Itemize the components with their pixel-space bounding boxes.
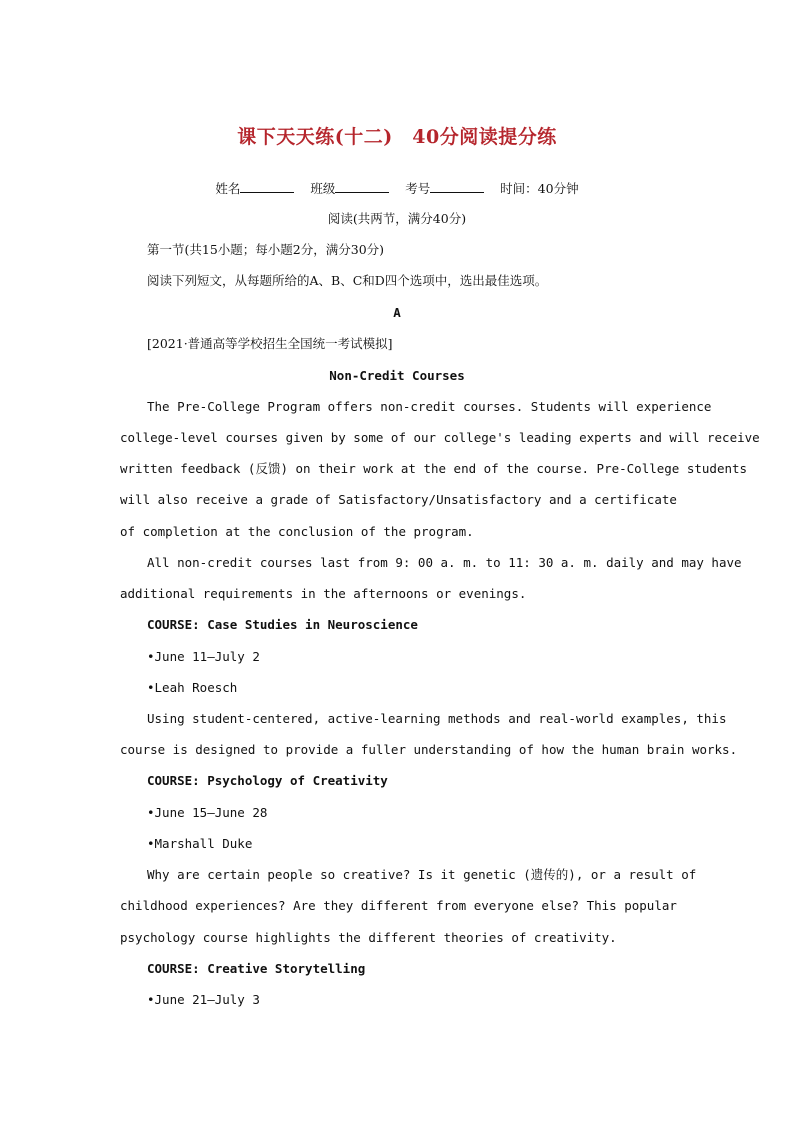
course-teacher: •Marshall Duke (147, 836, 253, 851)
exam-no-blank (430, 180, 484, 193)
paragraph-line: The Pre-College Program offers non-credit courses. Students will experience (147, 399, 712, 414)
course-dates: •June 21—July 3 (147, 992, 260, 1007)
course-dates: •June 15—June 28 (147, 805, 268, 820)
paragraph-line: will also receive a grade of Satisfactory/Unsatisfactory and a certificate (120, 492, 677, 507)
course-heading: COURSE: Case Studies in Neuroscience (147, 617, 418, 632)
name-blank (240, 180, 294, 193)
passage-source: [2021·普通高等学校招生全国统一考试模拟] (147, 336, 393, 351)
paragraph-line: additional requirements in the afternoons or evenings. (120, 586, 527, 601)
instruction-text: 阅读下列短文，从每题所给的A、B、C和D四个选项中，选出最佳选项。 (147, 273, 548, 288)
course-heading: COURSE: Psychology of Creativity (147, 773, 388, 788)
passage-letter: A (393, 305, 401, 320)
course-teacher: •Leah Roesch (147, 680, 238, 695)
paragraph-line: All non-credit courses last from 9: 00 a. m. to 11: 30 a. m. daily and may have (147, 555, 742, 570)
time-label: 时间：40分钟 (500, 181, 579, 196)
paragraph-line: psychology course highlights the different theories of creativity. (120, 930, 617, 945)
paragraph-line: written feedback (反馈) on their work at the end of the course. Pre-College students (120, 461, 748, 476)
paragraph-line: Using student-centered, active-learning methods and real-world examples, this (147, 711, 727, 726)
course-dates: •June 11—July 2 (147, 649, 260, 664)
student-info-row (0, 180, 794, 197)
part-one-heading: 第一节(共15小题；每小题2分，满分30分) (147, 242, 385, 257)
paragraph-line: of completion at the conclusion of the program. (120, 524, 474, 539)
class-label: 班级 (310, 181, 336, 196)
section-intro: 阅读(共两节，满分40分) (327, 211, 467, 226)
class-blank (335, 180, 389, 193)
course-heading: COURSE: Creative Storytelling (147, 961, 366, 976)
paragraph-line: childhood experiences? Are they different from everyone else? This popular (120, 898, 677, 913)
passage-title: Non-Credit Courses (329, 368, 465, 383)
page-title: 课下天天练(十二) 40分阅读提分练 (237, 126, 557, 148)
paragraph-line: course is designed to provide a fuller understanding of how the human brain works. (120, 742, 738, 757)
paragraph-line: Why are certain people so creative? Is it genetic (遗传的), or a result of (147, 867, 697, 882)
paragraph-line: college-level courses given by some of our college's leading experts and will receive (120, 430, 760, 445)
exam-no-label: 考号 (405, 181, 431, 196)
name-label: 姓名 (215, 181, 241, 196)
